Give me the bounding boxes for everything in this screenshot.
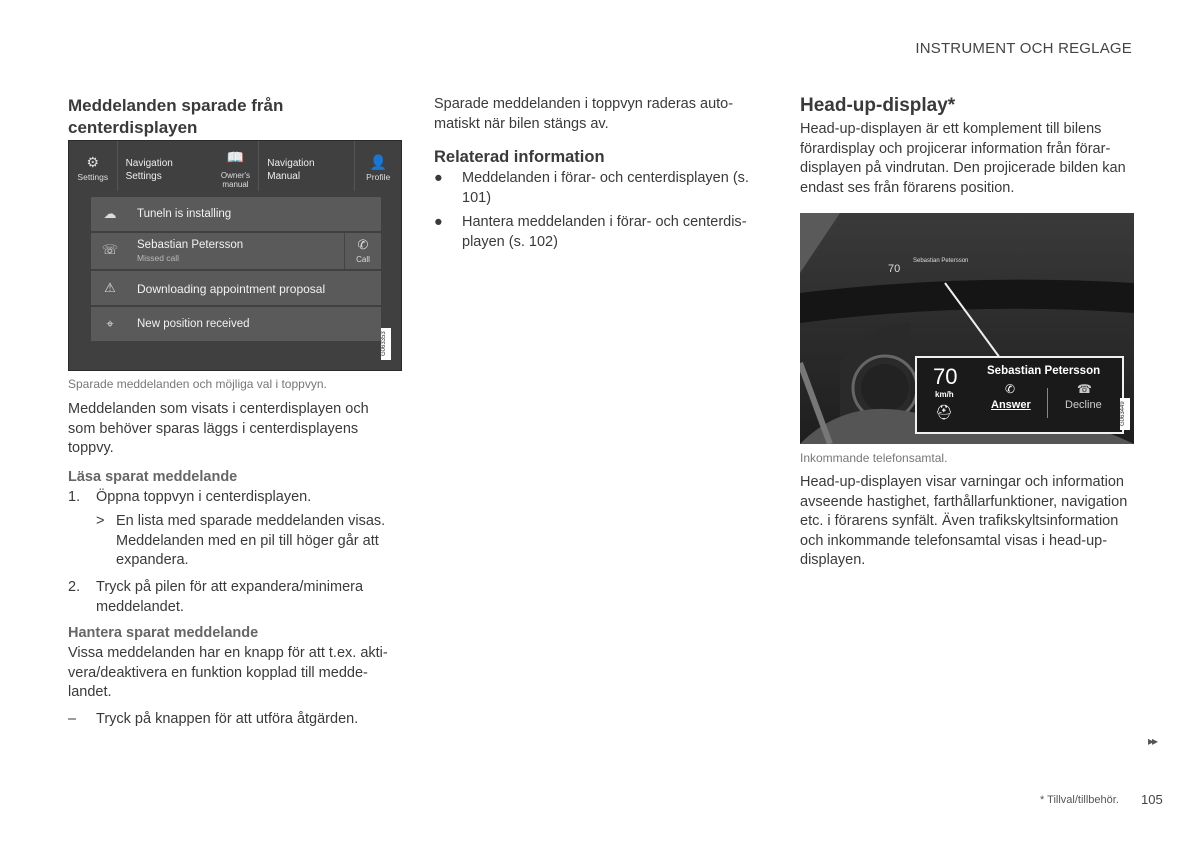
- bullet: ●: [434, 214, 443, 230]
- section-title: INSTRUMENT OCH REGLAGE: [915, 40, 1132, 57]
- person-icon: 👤: [369, 154, 387, 170]
- page-number: 105: [1141, 792, 1163, 807]
- hud-description: Head-up-displayen visar varningar och information avseende hastighet, farthållarfunktioner, navigation etc. i förarens synfält. Även trafikskyltsinformation och inkommande telefonsamtal visas i head-up-displayen.: [800, 474, 1128, 568]
- tab-navigation-manual: [259, 141, 354, 191]
- message-row: [91, 307, 381, 341]
- related-text: Hantera meddelanden i förar- och centerdisplayen (s. 102): [462, 214, 747, 250]
- tab-profile: [354, 141, 401, 191]
- tab-label: Navigation Settings: [125, 158, 173, 182]
- center-display-top-bar: [69, 141, 401, 191]
- message-title: Downloading appointment proposal: [137, 282, 326, 296]
- step-text: Öppna toppvyn i centerdisplayen.: [96, 489, 312, 505]
- subheading-manage-saved: Hantera sparat meddelande: [68, 625, 259, 641]
- step-1: [68, 488, 398, 508]
- answer-option: Answer: [991, 399, 1031, 411]
- message-row: [91, 197, 381, 231]
- hud-unit: km/h: [935, 390, 954, 399]
- message-title: Sebastian Petersson: [137, 239, 244, 251]
- hangup-icon: ☎: [1077, 382, 1092, 396]
- bullet: ●: [434, 170, 443, 186]
- tab-label: Settings: [77, 172, 109, 182]
- figure-caption: Inkommande telefonsamtal.: [800, 451, 948, 465]
- figure-caption: Sparade meddelanden och möjliga val i toppvyn.: [68, 377, 327, 391]
- heading-hud: Head-up-display*: [800, 95, 956, 116]
- delete-paragraph: Sparade meddelanden i toppvyn raderas automatiskt när bilen stängs av.: [434, 96, 734, 132]
- heading-saved-messages: Meddelanden sparade från centerdisplayen: [68, 96, 284, 137]
- phone-missed-icon: ☏: [101, 242, 119, 257]
- image-code: G063353: [381, 328, 391, 360]
- step-1-result: [96, 512, 396, 571]
- caller-name: Sebastian Petersson: [987, 365, 1101, 377]
- book-icon: 📖: [226, 149, 245, 165]
- call-button: [344, 233, 381, 269]
- crosshair-icon: ⌖: [106, 316, 114, 331]
- phone-icon: ✆: [357, 237, 369, 252]
- message-row: [91, 271, 381, 305]
- tab-settings: [69, 141, 118, 191]
- step-number: 2.: [68, 579, 81, 595]
- gear-icon: ⚙: [86, 154, 100, 170]
- center-display-screenshot: [68, 140, 402, 371]
- message-title: Tuneln is installing: [137, 208, 232, 220]
- continue-marker: ▸▸: [1148, 734, 1157, 748]
- step-2: [68, 578, 388, 617]
- hud-intro: Head-up-displayen är ett komplement till bilens förardisplay och projicerar information från förardisplayen på vindrutan. Den projicerade bilden kan endast ses från förarens position.: [800, 121, 1126, 196]
- tab-label: Owner's manual: [220, 171, 251, 189]
- tab-label: Navigation Manual: [267, 158, 315, 182]
- hud-mini-caller: Sebastian Petersson: [913, 258, 969, 264]
- action-item: [68, 710, 398, 730]
- message-title: New position received: [137, 318, 250, 330]
- action-text: Tryck på knappen för att utföra åtgärden.: [96, 711, 359, 727]
- subheading-read-saved: Läsa sparat meddelande: [68, 469, 238, 485]
- result-marker: >: [96, 513, 105, 529]
- tab-owners-manual: [213, 141, 260, 191]
- step-text: Tryck på pilen för att expandera/minimera meddelandet.: [96, 579, 364, 615]
- divider: [1047, 388, 1048, 418]
- hud-photo: [800, 213, 1134, 444]
- image-code: G063449: [1120, 398, 1130, 430]
- related-text: Meddelanden i förar- och centerdisplayen (s. 101): [462, 170, 749, 206]
- cloud-download-icon: ☁: [103, 206, 117, 221]
- phone-icon: ✆: [1005, 382, 1016, 396]
- step-number: 1.: [68, 489, 81, 505]
- related-link[interactable]: [434, 169, 754, 208]
- call-label: Call: [356, 255, 370, 264]
- hud-mini-speed: 70: [888, 263, 901, 275]
- decline-option: Decline: [1065, 399, 1102, 411]
- intro-paragraph: Meddelanden som visats i centerdisplayen och som behöver sparas läggs i centerdisplayens toppvy.: [68, 401, 369, 456]
- message-subtitle: Missed call: [137, 253, 180, 263]
- dash-marker: –: [68, 711, 77, 727]
- manage-paragraph: Vissa meddelanden har en knapp för att t.ex. aktivera/deaktivera en funktion kopplad till meddelandet.: [68, 645, 388, 700]
- hud-speed: 70: [933, 364, 958, 389]
- tab-label: Profile: [366, 172, 391, 182]
- message-row: [91, 233, 381, 269]
- hud-callout: [915, 356, 1124, 434]
- warning-icon: ⚠: [104, 280, 116, 295]
- driver-assist-icon: ⛑: [935, 404, 953, 420]
- result-text: En lista med sparade meddelanden visas. Meddelanden med en pil till höger går att expandera.: [116, 513, 386, 568]
- footnote: * Tillval/tillbehör.: [1040, 794, 1119, 806]
- related-link[interactable]: [434, 213, 764, 252]
- tab-navigation-settings: [118, 141, 213, 191]
- related-heading: Relaterad information: [434, 148, 605, 166]
